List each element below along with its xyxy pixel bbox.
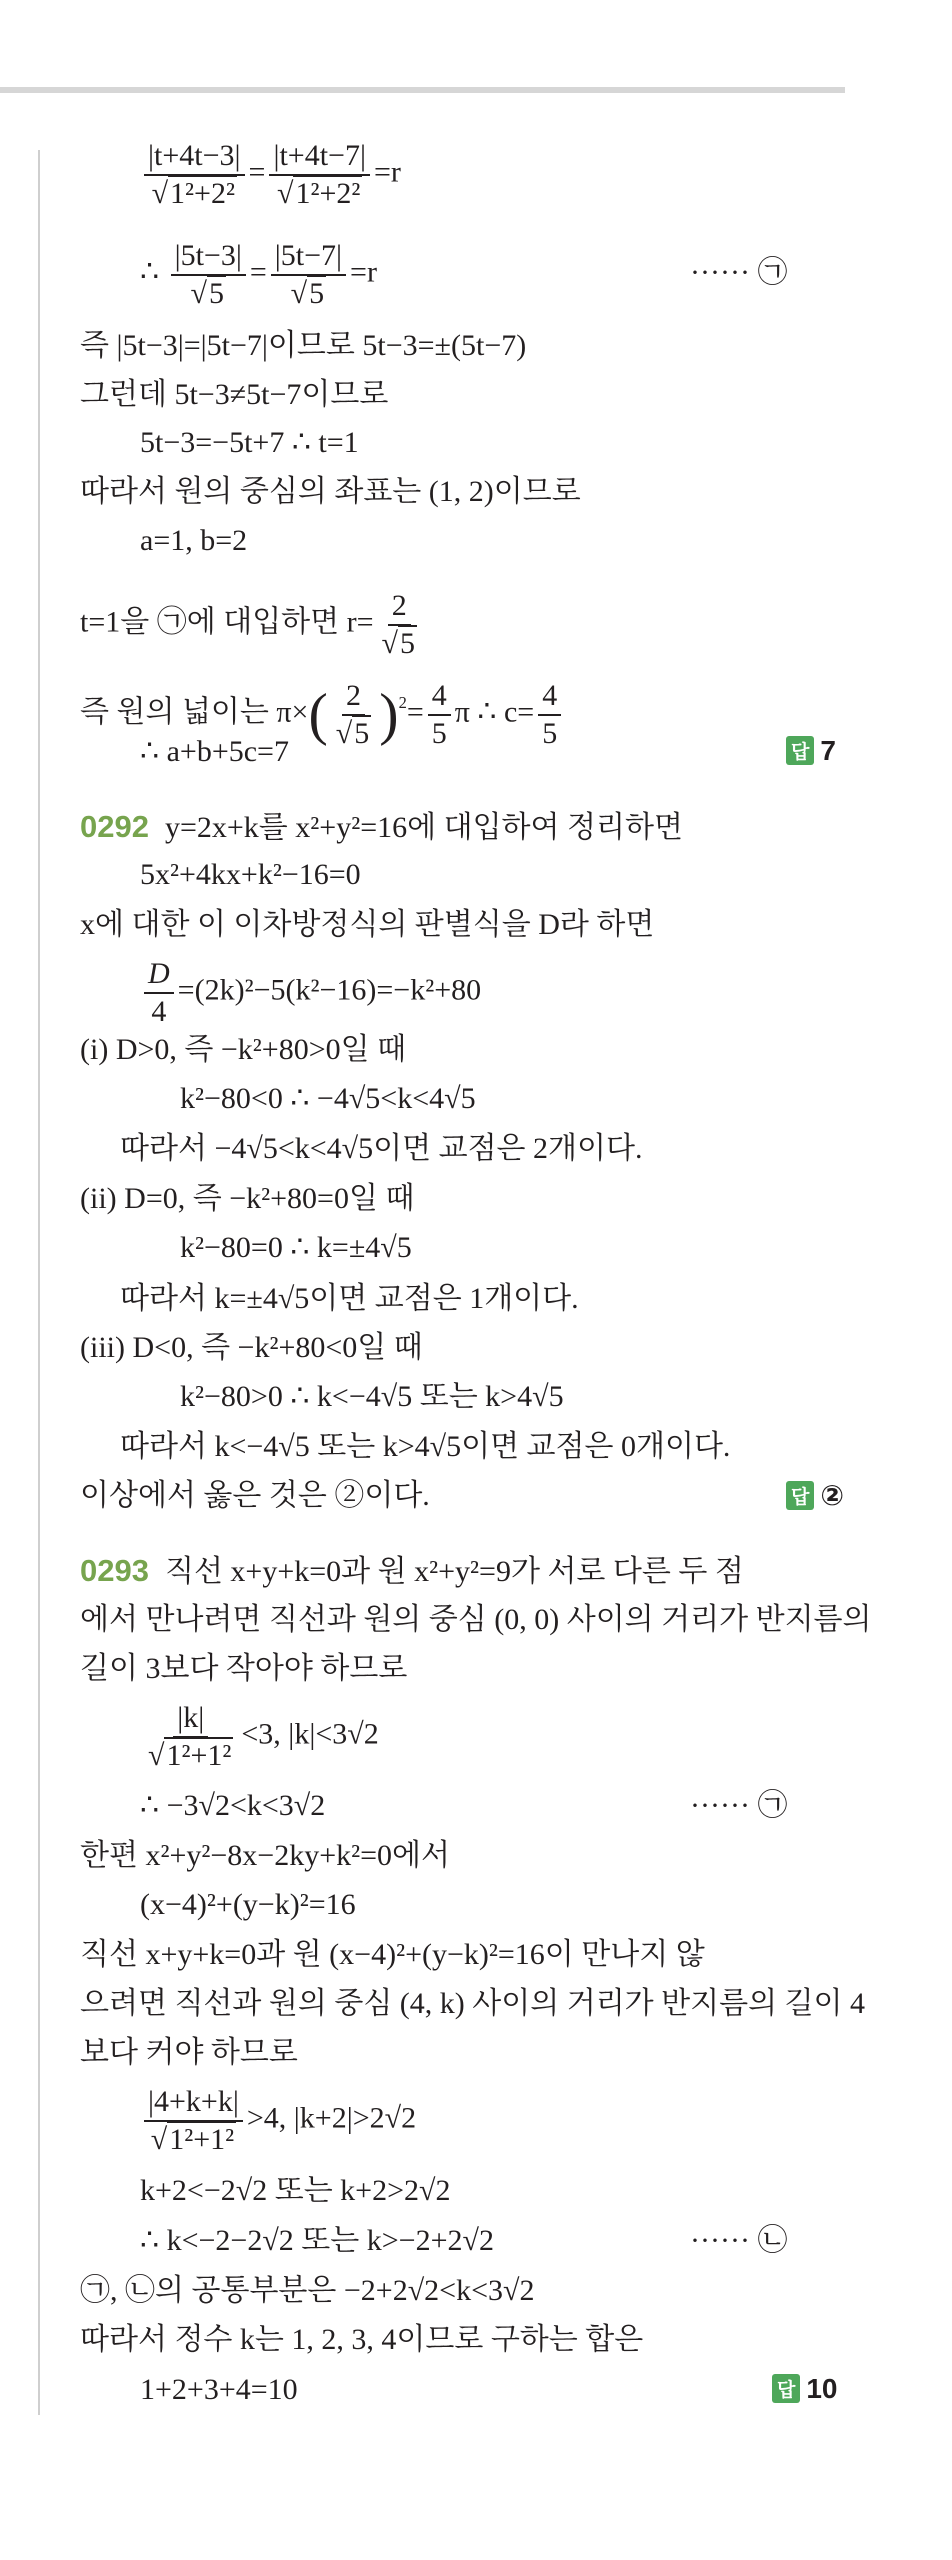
eq-line: ∴ −3√2<k<3√2 bbox=[140, 1789, 326, 1822]
left-margin-rule bbox=[38, 150, 40, 2415]
text-line: (ii) D=0, 즉 −k²+80=0일 때 bbox=[80, 1182, 415, 1215]
eq-line: (x−4)²+(y−k)²=16 bbox=[140, 1888, 356, 1921]
text-line: 보다 커야 하므로 bbox=[80, 2036, 298, 2069]
mark-2: ······ ㉡ bbox=[690, 2224, 788, 2257]
eq-line: a=1, b=2 bbox=[140, 524, 248, 557]
eq-distance-lt: $\frac{|k|}{\text{√1²+1²}}$ <3, |k|<3√2 bbox=[148, 1701, 379, 1772]
text-line: (iii) D<0, 즉 −k²+80<0일 때 bbox=[80, 1331, 423, 1364]
eq-result: ∴ a+b+5c=7 bbox=[140, 735, 289, 768]
problem-0292-header: 0292 y=2x+k를 x²+y²=16에 대입하여 정리하면 bbox=[80, 809, 683, 844]
eq-distance-equal: $\frac{|t+4t-3|}{\text{√1²+2²}}$ = $\frac{|t+4t-7|}{\text{√1²+2²}}$ =r bbox=[140, 140, 401, 209]
text-line: ㉠, ㉡의 공통부분은 −2+2√2<k<3√2 bbox=[80, 2274, 535, 2307]
mark-1: ······ ㉠ bbox=[690, 1789, 788, 1822]
text-line: 따라서 k=±4√5이면 교점은 1개이다. bbox=[120, 1282, 579, 1315]
text-line: 따라서 −4√5<k<4√5이면 교점은 2개이다. bbox=[120, 1132, 643, 1165]
answer-0291: 답 7 bbox=[786, 735, 836, 767]
text-line: x에 대한 이 이차방정식의 판별식을 D라 하면 bbox=[80, 908, 655, 941]
eq-line: 5x²+4kx+k²−16=0 bbox=[140, 858, 361, 891]
text-line: 따라서 정수 k는 1, 2, 3, 4이므로 구하는 합은 bbox=[80, 2323, 644, 2356]
text-line: 따라서 원의 중심의 좌표는 (1, 2)이므로 bbox=[80, 475, 581, 508]
text-line: 그런데 5t−3≠5t−7이므로 bbox=[80, 378, 389, 411]
eq-discriminant: $\frac{D}{4}$ =(2k)²−5(k²−16)=−k²+80 bbox=[140, 958, 481, 1027]
text-line: 으려면 직선과 원의 중심 (4, k) 사이의 거리가 반지름의 길이 4 bbox=[80, 1987, 866, 2020]
text-line: 한편 x²+y²−8x−2ky+k²=0에서 bbox=[80, 1839, 450, 1872]
text-line: 따라서 k<−4√5 또는 k>4√5이면 교점은 0개이다. bbox=[120, 1430, 731, 1463]
top-divider bbox=[0, 87, 845, 93]
eq-simplified: ∴ $\frac{|5t-3|}{√5}$ = $\frac{|5t-7|}{√5}$ =r bbox=[140, 239, 377, 310]
text-line: 에서 만나려면 직선과 원의 중심 (0, 0) 사이의 거리가 반지름의 bbox=[80, 1603, 872, 1636]
eq-line: k²−80<0 ∴ −4√5<k<4√5 bbox=[180, 1082, 476, 1115]
text-line: 길이 3보다 작아야 하므로 bbox=[80, 1652, 408, 1685]
eq-line: 1+2+3+4=10 bbox=[140, 2373, 298, 2406]
eq-line: ∴ k<−2−2√2 또는 k>−2+2√2 bbox=[140, 2224, 494, 2257]
eq-distance-gt: $\frac{|4+k+k|}{\text{√1²+1²}}$ >4, |k+2|>2√2 bbox=[140, 2086, 416, 2155]
problem-number: 0293 bbox=[80, 1553, 149, 1588]
eq-line: k+2<−2√2 또는 k+2>2√2 bbox=[140, 2174, 451, 2207]
eq-line: k²−80=0 ∴ k=±4√5 bbox=[180, 1231, 412, 1264]
text-line: 즉 |5t−3|=|5t−7|이므로 5t−3=±(5t−7) bbox=[80, 329, 527, 362]
eq-line: 5t−3=−5t+7 ∴ t=1 bbox=[140, 426, 359, 459]
mark-1: ······ ㉠ bbox=[690, 256, 788, 289]
problem-0293-header: 0293 직선 x+y+k=0과 원 x²+y²=9가 서로 다른 두 점 bbox=[80, 1553, 744, 1588]
eq-line: k²−80>0 ∴ k<−4√5 또는 k>4√5 bbox=[180, 1380, 564, 1413]
eq-radius: t=1을 ㉠에 대입하면 r= $\frac{2}{√5}$ bbox=[80, 589, 416, 660]
answer-0293: 답 10 bbox=[772, 2373, 838, 2405]
text-line: 직선 x+y+k=0과 원 (x−4)²+(y−k)²=16이 만나지 않 bbox=[80, 1938, 705, 1971]
eq-area: 즉 원의 넓이는 π×( $\frac{2}{√5}$ )$^2$= $\frac{4}{5}$ π ∴ c= $\frac{4}{5}$ bbox=[80, 680, 565, 749]
answer-0292: 답 ② bbox=[786, 1479, 844, 1512]
text-line: (i) D>0, 즉 −k²+80>0일 때 bbox=[80, 1033, 407, 1066]
text-line: 이상에서 옳은 것은 ②이다. bbox=[80, 1479, 430, 1512]
problem-number: 0292 bbox=[80, 809, 149, 844]
